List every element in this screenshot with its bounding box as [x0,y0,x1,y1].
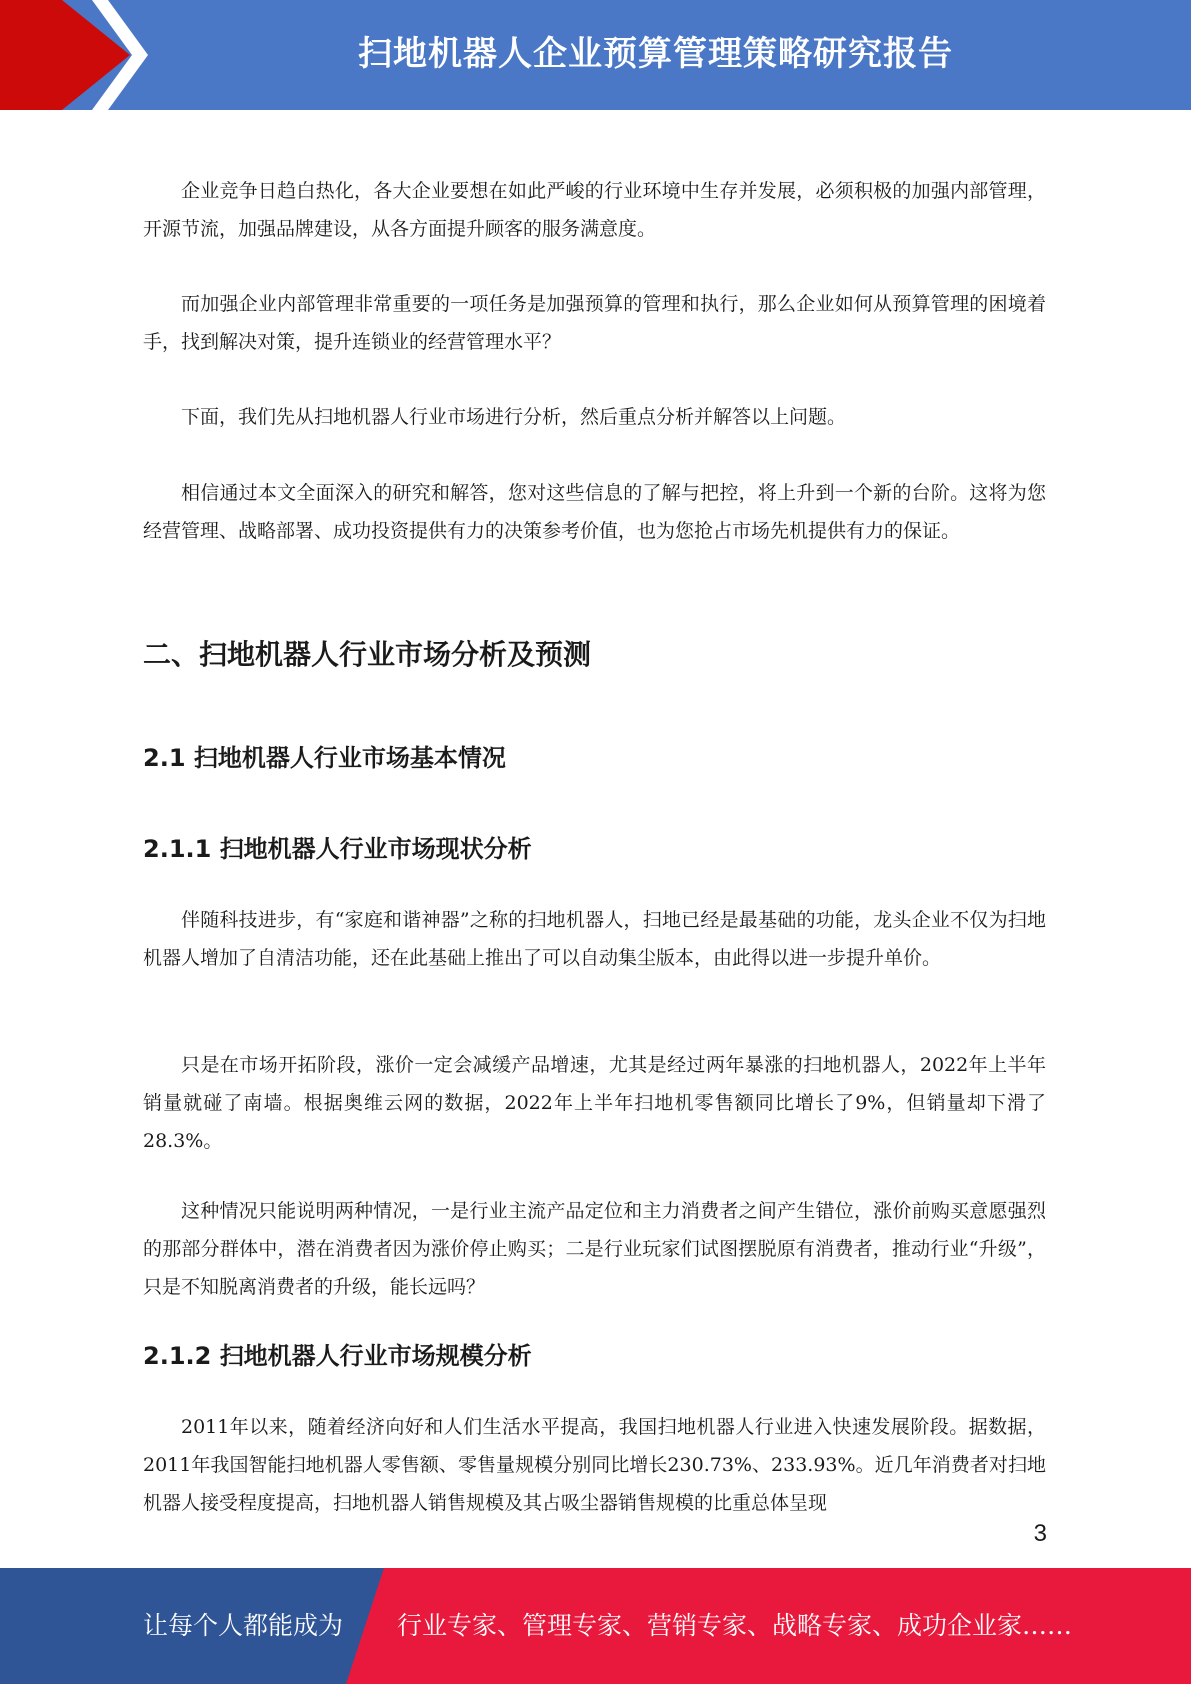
page-header [0,0,1191,110]
paragraph-status-2: 只是在市场开拓阶段，涨价一定会减缓产品增速，尤其是经过两年暴涨的扫地机器人，2022年上半年销量就碰了南墙。根据奥维云网的数据，2022年上半年扫地机零售额同比增长了9%，但销量却下滑了28.3%。 [143,1054,1046,1152]
section-heading-2: 二、扫地机器人行业市场分析及预测 [143,638,592,671]
paragraph-intro-2: 而加强企业内部管理非常重要的一项任务是加强预算的管理和执行，那么企业如何从预算管理的困境着手，找到解决对策，提升连锁业的经营管理水平？ [143,293,1046,353]
paragraph-scale-1: 2011年以来，随着经济向好和人们生活水平提高，我国扫地机器人行业进入快速发展阶段。据数据，2011年我国智能扫地机器人零售额、零售量规模分别同比增长230.73%、233.93%。近几年消费者对扫地机器人接受程度提高，扫地机器人销售规模及其占吸尘器销售规模的比重总体呈现 [143,1416,1046,1514]
paragraph-intro-3: 下面，我们先从扫地机器人行业市场进行分析，然后重点分析并解答以上问题。 [181,406,847,428]
page-number: 3 [1033,1520,1047,1547]
paragraph-intro-1: 企业竞争日趋白热化，各大企业要想在如此严峻的行业环境中生存并发展，必须积极的加强内部管理，开源节流，加强品牌建设，从各方面提升顾客的服务满意度。 [143,180,1046,240]
footer-slogan-left: 让每个人都能成为 [143,1611,344,1640]
subsection-heading-2-1: 2.1 扫地机器人行业市场基本情况 [143,744,506,772]
page-footer [0,1568,1191,1684]
report-title: 扫地机器人企业预算管理策略研究报告 [358,34,953,74]
paragraph-status-3: 这种情况只能说明两种情况，一是行业主流产品定位和主力消费者之间产生错位，涨价前购买意愿强烈的那部分群体中，潜在消费者因为涨价停止购买；二是行业玩家们试图摆脱原有消费者，推动行业“升级”，只是不知脱离消费者的升级，能长远吗？ [143,1200,1046,1298]
paragraph-intro-4: 相信通过本文全面深入的研究和解答，您对这些信息的了解与把控，将上升到一个新的台阶。这将为您经营管理、战略部署、成功投资提供有力的决策参考价值，也为您抢占市场先机提供有力的保证。 [143,482,1046,542]
paragraph-status-1: 伴随科技进步，有“家庭和谐神器”之称的扫地机器人，扫地已经是最基础的功能，龙头企业不仅为扫地机器人增加了自清洁功能，还在此基础上推出了可以自动集尘版本，由此得以进一步提升单价。 [143,909,1046,969]
subsection-heading-2-1-1: 2.1.1 扫地机器人行业市场现状分析 [143,835,532,863]
subsection-heading-2-1-2: 2.1.2 扫地机器人行业市场规模分析 [143,1342,532,1370]
footer-slogan-right: 行业专家、管理专家、营销专家、战略专家、成功企业家…… [397,1611,1073,1640]
